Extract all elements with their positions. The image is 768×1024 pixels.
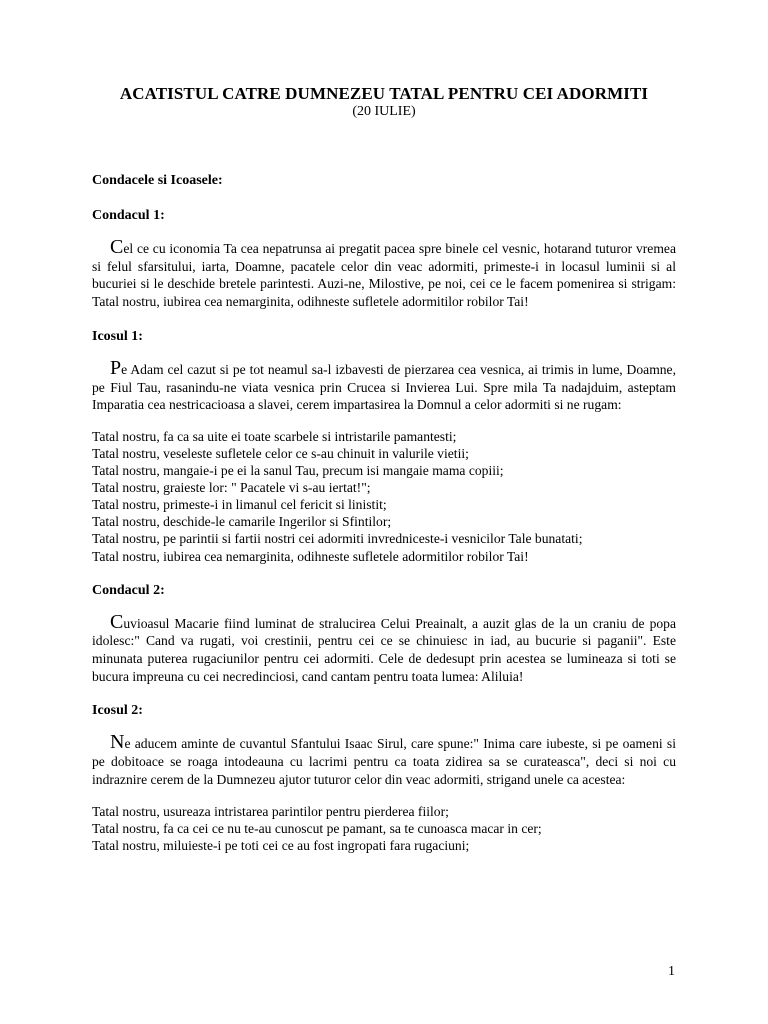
invocation-line: Tatal nostru, fa ca cei ce nu te-au cunoscut pe pamant, sa te cunoasca macar in cer;: [92, 820, 542, 836]
drop-cap: N: [110, 731, 125, 754]
invocation-line: Tatal nostru, miluieste-i pe toti cei ce au fost ingropati fara rugaciuni;: [92, 837, 470, 853]
paragraph-text: uvioasul Macarie fiind luminat de stralucirea Celui Preainalt, a auzit glas de la un craniu de popa idolesc:" Cand va rugati, voi crestinii, pentru cei ce se chinuiesc in iad, au bucurie si paganii". Este minunata puterea rugaciunilor pentru cei adormiti. Cele de dedesupt prin acestea se lumineaza si toti se bucura impreuna cu cei necredinciosi, cand cantam pentru toata lumea: Aliluia!: [92, 615, 676, 684]
block-heading: Condacul 1:: [92, 208, 165, 223]
invocation-list: [92, 428, 676, 565]
page-number: 1: [668, 964, 675, 979]
page-title: ACATISTUL CATRE DUMNEZEU TATAL PENTRU CEI ADORMITI: [119, 84, 649, 103]
block-paragraph: [92, 356, 676, 414]
invocation-line: Tatal nostru, iubirea cea nemarginita, odihneste sufletele adormitilor robilor Tai!: [92, 548, 529, 564]
block-paragraph: [92, 610, 676, 686]
invocation-line: Tatal nostru, deschide-le camarile Ingerilor si Sfintilor;: [92, 514, 392, 530]
document-page: [92, 84, 676, 854]
block-heading: Icosul 2:: [92, 703, 143, 719]
block-paragraph: [92, 236, 676, 311]
invocation-line: Tatal nostru, fa ca sa uite ei toate scarbele si intristarile pamantesti;: [92, 428, 457, 444]
paragraph-text: el ce cu iconomia Ta cea nepatrunsa ai pregatit pacea spre binele cel vesnic, hotarand tuturor vremea si felul sfarsitului, iarta, Doamne, pacatele celor din veac adormiti, primeste-i in locasul luminii si al bucuriei si le deschide bretele parintesti. Auzi-ne, Milostive, pe noi, cei ce le facem pomenirea si strigam: Tatal nostru, iubirea cea nemarginita, odihneste sufletele adormitilor robilor Tai!: [92, 241, 676, 310]
drop-cap: C: [110, 610, 124, 633]
invocation-line: Tatal nostru, usureaza intristarea parintilor pentru pierderea fiilor;: [92, 803, 449, 819]
block-paragraph: [92, 731, 676, 788]
drop-cap: C: [110, 236, 124, 258]
invocation-list: [92, 803, 676, 854]
invocation-line: Tatal nostru, primeste-i in limanul cel fericit si linistit;: [92, 497, 387, 513]
page-subtitle: (20 IULIE): [352, 104, 416, 119]
paragraph-text: e Adam cel cazut si pe tot neamul sa-l izbavesti de pierzarea cea vesnica, ai trimis in lume, Doamne, pe Fiul Tau, rasanindu-ne viata vesnica prin Crucea si Invierea Lui. Spre mila Ta nadajduim, asteptam Imparatia cea nestricacioasa a slavei, cerem impartasirea la Domnul a celor adormiti si ne rugam:: [92, 361, 676, 413]
block-heading: Icosul 1:: [92, 328, 143, 344]
invocation-line: Tatal nostru, veseleste sufletele celor ce s-au chinuit in valurile vietii;: [92, 446, 469, 462]
invocation-line: Tatal nostru, mangaie-i pe ei la sanul Tau, precum isi mangaie mama copiii;: [92, 463, 504, 479]
paragraph-text: e aducem aminte de cuvantul Sfantului Isaac Sirul, care spune:" Inima care iubeste, si pe oameni si pe dobitoace se roaga intodeauna cu lacrimi pentru ca toata zidirea sa se curateasca", deci si noi cu indraznire cerem de la Dumnezeu ajutor tuturor celor din veac adormiti, strigand unele ca acestea:: [92, 736, 676, 787]
invocation-line: Tatal nostru, pe parintii si fartii nostri cei adormiti invredniceste-i vesnicilor Tale bunatati;: [92, 531, 583, 547]
invocation-line: Tatal nostru, graieste lor: " Pacatele vi s-au iertat!";: [92, 480, 371, 496]
block-heading: Condacul 2:: [92, 582, 165, 598]
drop-cap: P: [110, 356, 122, 379]
section-heading: Condacele si Icoasele:: [92, 173, 223, 188]
